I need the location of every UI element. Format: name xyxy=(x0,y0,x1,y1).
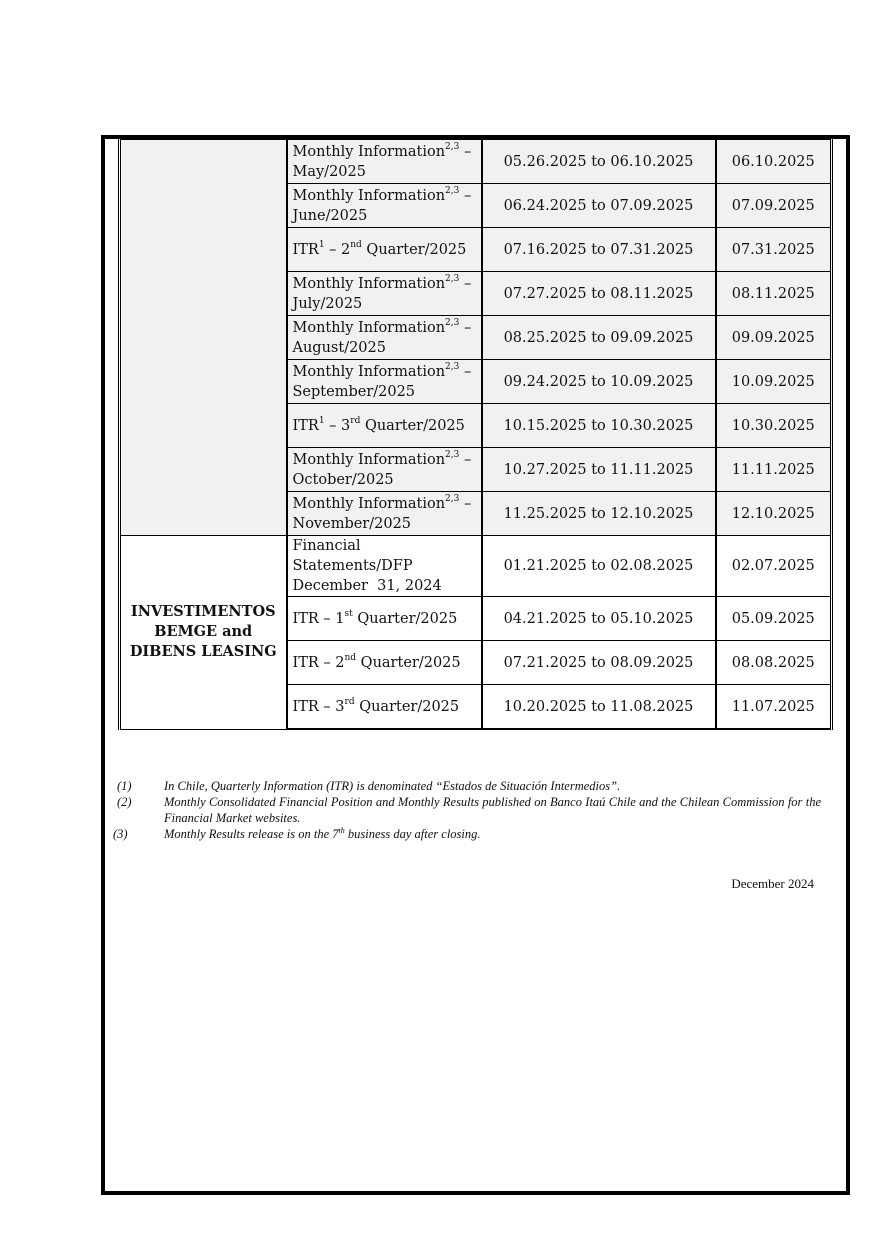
date-cell: 09.09.2025 xyxy=(716,316,832,360)
entity-name-cell xyxy=(120,536,287,730)
footnote-item xyxy=(117,778,821,794)
period-cell: 10.20.2025 to 11.08.2025 xyxy=(482,685,716,730)
period-cell: 04.21.2025 to 05.10.2025 xyxy=(482,597,716,641)
date-cell: 08.08.2025 xyxy=(716,641,832,685)
period-cell: 11.25.2025 to 12.10.2025 xyxy=(482,492,716,536)
event-cell: ITR$^1$ – 3rd Quarter/2025 xyxy=(287,404,482,448)
event-cell: Monthly Information$^{2,3}$ – August/2025 xyxy=(287,316,482,360)
footnotes xyxy=(113,778,821,842)
event-cell: Financial Statements/DFP December 31, 2024 xyxy=(287,536,482,597)
period-cell: 07.27.2025 to 08.11.2025 xyxy=(482,272,716,316)
event-cell: ITR – 2nd Quarter/2025 xyxy=(287,641,482,685)
period-cell: 09.24.2025 to 10.09.2025 xyxy=(482,360,716,404)
event-cell: Monthly Information$^{2,3}$ – October/2025 xyxy=(287,448,482,492)
event-cell: ITR$^1$ – 2nd Quarter/2025 xyxy=(287,228,482,272)
period-cell: 06.24.2025 to 07.09.2025 xyxy=(482,184,716,228)
date-cell: 07.09.2025 xyxy=(716,184,832,228)
disclosure-calendar-table xyxy=(118,139,833,730)
event-cell: ITR – 3rd Quarter/2025 xyxy=(287,685,482,730)
date-cell: 10.30.2025 xyxy=(716,404,832,448)
date-cell: 11.11.2025 xyxy=(716,448,832,492)
table-row xyxy=(120,536,832,597)
event-cell: Monthly Information$^{2,3}$ – September/2025 xyxy=(287,360,482,404)
footnote-text: Monthly Consolidated Financial Position and Monthly Results published on Banco Itaú Chile and the Chilean Commission for the Financial Market websites. xyxy=(164,795,821,825)
event-cell: ITR – 1st Quarter/2025 xyxy=(287,597,482,641)
date-cell: 10.09.2025 xyxy=(716,360,832,404)
period-cell: 07.21.2025 to 08.09.2025 xyxy=(482,641,716,685)
event-cell: Monthly Information$^{2,3}$ – June/2025 xyxy=(287,184,482,228)
date-cell: 11.07.2025 xyxy=(716,685,832,730)
date-cell: 07.31.2025 xyxy=(716,228,832,272)
footnote-item xyxy=(117,794,821,826)
document-date: December 2024 xyxy=(731,876,814,891)
event-cell: Monthly Information$^{2,3}$ – November/2025 xyxy=(287,492,482,536)
footnote-number: (1) xyxy=(117,779,132,793)
period-cell: 10.27.2025 to 11.11.2025 xyxy=(482,448,716,492)
entity-name-line: BEMGE and xyxy=(154,623,253,641)
entity-name-line: INVESTIMENTOS xyxy=(130,603,276,621)
date-cell: 02.07.2025 xyxy=(716,536,832,597)
footnote-item xyxy=(113,826,821,842)
date-cell: 05.09.2025 xyxy=(716,597,832,641)
footnote-number: (3) xyxy=(113,827,128,841)
date-cell: 06.10.2025 xyxy=(716,140,832,184)
event-cell: Monthly Information$^{2,3}$ – May/2025 xyxy=(287,140,482,184)
footnote-text: In Chile, Quarterly Information (ITR) is denominated “Estados de Situación Intermedios”. xyxy=(164,779,621,793)
period-cell: 10.15.2025 to 10.30.2025 xyxy=(482,404,716,448)
period-cell: 01.21.2025 to 02.08.2025 xyxy=(482,536,716,597)
date-cell: 08.11.2025 xyxy=(716,272,832,316)
period-cell: 07.16.2025 to 07.31.2025 xyxy=(482,228,716,272)
table-row xyxy=(120,140,832,184)
period-cell: 05.26.2025 to 06.10.2025 xyxy=(482,140,716,184)
event-cell: Monthly Information$^{2,3}$ – July/2025 xyxy=(287,272,482,316)
footnote-text: Monthly Results release is on the 7th business day after closing. xyxy=(164,825,481,841)
period-cell: 08.25.2025 to 09.09.2025 xyxy=(482,316,716,360)
entity-cell-continued xyxy=(120,140,287,536)
footnote-number: (2) xyxy=(117,795,132,809)
date-cell: 12.10.2025 xyxy=(716,492,832,536)
entity-name-line: DIBENS LEASING xyxy=(129,643,277,661)
